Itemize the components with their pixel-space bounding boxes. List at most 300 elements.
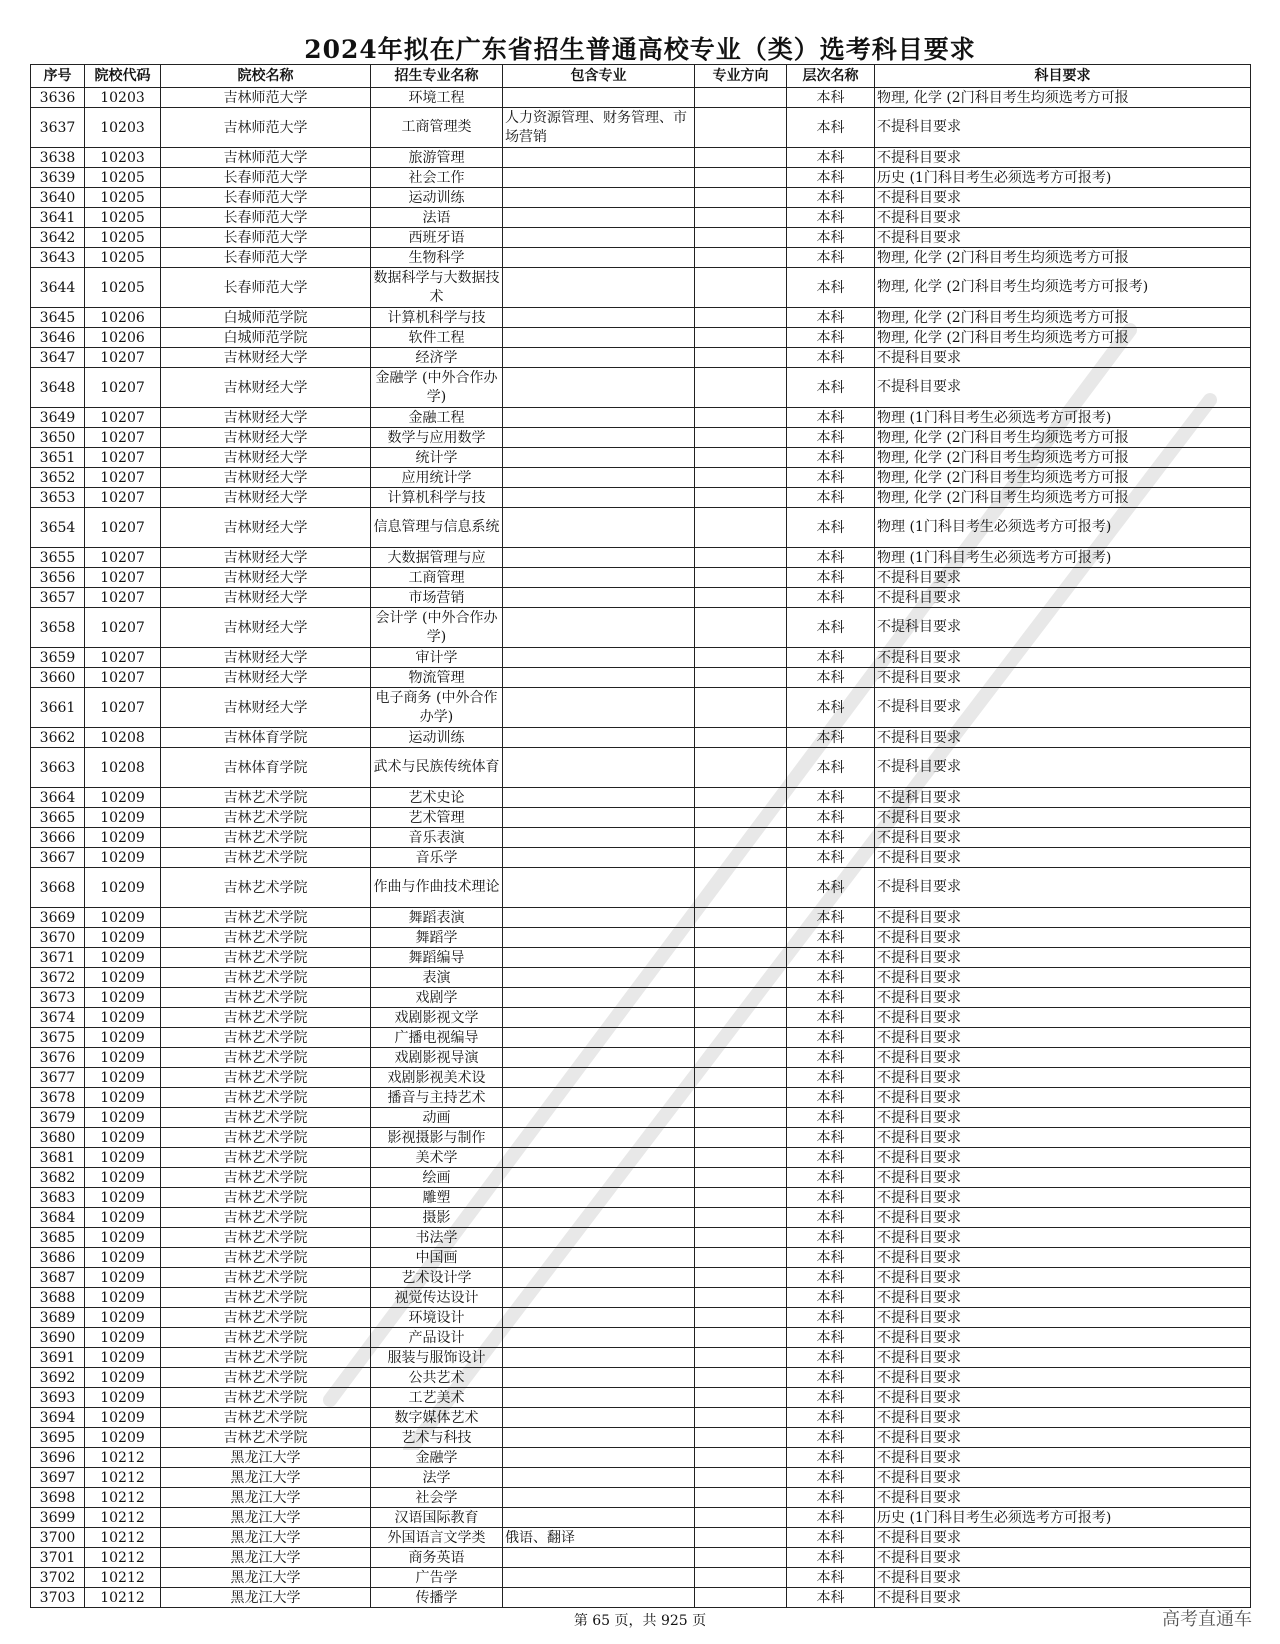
major-name-cell: 运动训练 — [371, 188, 503, 208]
school-name-cell: 长春师范大学 — [161, 168, 371, 188]
major-name-cell: 商务英语 — [371, 1548, 503, 1568]
major-direction-cell — [695, 848, 787, 868]
row-number-cell: 3656 — [31, 568, 85, 588]
included-majors-cell — [503, 148, 695, 168]
major-name-cell: 书法学 — [371, 1228, 503, 1248]
table-row — [31, 468, 1251, 488]
school-code-cell: 10209 — [85, 1268, 161, 1288]
subject-requirement-cell: 不提科目要求 — [875, 1568, 1251, 1588]
major-direction-cell — [695, 348, 787, 368]
school-code-cell: 10209 — [85, 1308, 161, 1328]
major-name-cell: 戏剧影视导演 — [371, 1048, 503, 1068]
included-majors-cell — [503, 728, 695, 748]
school-name-cell: 吉林艺术学院 — [161, 1308, 371, 1328]
table-row — [31, 1328, 1251, 1348]
major-direction-cell — [695, 908, 787, 928]
subject-requirement-cell: 物理, 化学 (2门科目考生均须选考方可报考) — [875, 268, 1251, 308]
subject-requirement-cell: 不提科目要求 — [875, 588, 1251, 608]
subject-requirement-cell: 不提科目要求 — [875, 1528, 1251, 1548]
table-row — [31, 248, 1251, 268]
level-name-cell: 本科 — [787, 948, 875, 968]
school-name-cell: 吉林艺术学院 — [161, 788, 371, 808]
major-direction-cell — [695, 148, 787, 168]
row-number-cell: 3649 — [31, 408, 85, 428]
page-footer: 第 65 页，共 925 页 — [573, 1613, 707, 1629]
major-name-cell: 市场营销 — [371, 588, 503, 608]
included-majors-cell — [503, 668, 695, 688]
school-name-cell: 吉林艺术学院 — [161, 1108, 371, 1128]
row-number-cell: 3643 — [31, 248, 85, 268]
major-direction-cell — [695, 1168, 787, 1188]
major-direction-cell — [695, 1588, 787, 1608]
subject-requirement-cell: 不提科目要求 — [875, 988, 1251, 1008]
major-name-cell: 金融学 — [371, 1448, 503, 1468]
major-name-cell: 信息管理与信息系统 — [371, 508, 503, 548]
school-code-cell: 10207 — [85, 608, 161, 648]
table-row — [31, 848, 1251, 868]
major-direction-cell — [695, 1308, 787, 1328]
major-name-cell: 物流管理 — [371, 668, 503, 688]
major-name-cell: 艺术管理 — [371, 808, 503, 828]
table-row — [31, 568, 1251, 588]
row-number-cell: 3644 — [31, 268, 85, 308]
included-majors-cell — [503, 468, 695, 488]
level-name-cell: 本科 — [787, 1308, 875, 1328]
included-majors-cell — [503, 188, 695, 208]
row-number-cell: 3653 — [31, 488, 85, 508]
level-name-cell: 本科 — [787, 748, 875, 788]
school-name-cell: 长春师范大学 — [161, 268, 371, 308]
subject-requirement-cell: 不提科目要求 — [875, 608, 1251, 648]
row-number-cell: 3700 — [31, 1528, 85, 1548]
school-code-cell: 10209 — [85, 908, 161, 928]
major-name-cell: 动画 — [371, 1108, 503, 1128]
school-code-cell: 10209 — [85, 948, 161, 968]
major-name-cell: 视觉传达设计 — [371, 1288, 503, 1308]
level-name-cell: 本科 — [787, 1328, 875, 1348]
subject-requirement-cell: 不提科目要求 — [875, 1088, 1251, 1108]
major-name-cell: 工艺美术 — [371, 1388, 503, 1408]
school-name-cell: 吉林艺术学院 — [161, 1248, 371, 1268]
school-code-cell: 10209 — [85, 1168, 161, 1188]
school-code-cell: 10209 — [85, 928, 161, 948]
level-name-cell: 本科 — [787, 848, 875, 868]
major-name-cell: 舞蹈表演 — [371, 908, 503, 928]
school-name-cell: 吉林艺术学院 — [161, 1208, 371, 1228]
table-row — [31, 828, 1251, 848]
included-majors-cell — [503, 248, 695, 268]
subject-requirement-cell: 不提科目要求 — [875, 1128, 1251, 1148]
major-direction-cell — [695, 208, 787, 228]
subject-requirement-cell: 不提科目要求 — [875, 1048, 1251, 1068]
row-number-cell: 3672 — [31, 968, 85, 988]
included-majors-cell — [503, 1548, 695, 1568]
row-number-cell: 3663 — [31, 748, 85, 788]
column-header: 层次名称 — [787, 65, 875, 88]
included-majors-cell — [503, 328, 695, 348]
table-row — [31, 908, 1251, 928]
row-number-cell: 3703 — [31, 1588, 85, 1608]
level-name-cell: 本科 — [787, 588, 875, 608]
row-number-cell: 3666 — [31, 828, 85, 848]
major-direction-cell — [695, 188, 787, 208]
row-number-cell: 3683 — [31, 1188, 85, 1208]
major-direction-cell — [695, 368, 787, 408]
major-name-cell: 金融工程 — [371, 408, 503, 428]
school-code-cell: 10205 — [85, 188, 161, 208]
row-number-cell: 3647 — [31, 348, 85, 368]
major-name-cell: 绘画 — [371, 1168, 503, 1188]
school-name-cell: 吉林艺术学院 — [161, 1288, 371, 1308]
table-row — [31, 1268, 1251, 1288]
level-name-cell: 本科 — [787, 1168, 875, 1188]
table-row — [31, 1308, 1251, 1328]
major-direction-cell — [695, 1048, 787, 1068]
subject-requirement-cell: 不提科目要求 — [875, 1068, 1251, 1088]
school-name-cell: 吉林财经大学 — [161, 568, 371, 588]
subject-requirement-cell: 不提科目要求 — [875, 1348, 1251, 1368]
major-direction-cell — [695, 428, 787, 448]
school-code-cell: 10209 — [85, 1368, 161, 1388]
subject-requirement-cell: 不提科目要求 — [875, 868, 1251, 908]
table-row — [31, 1408, 1251, 1428]
included-majors-cell — [503, 1088, 695, 1108]
school-code-cell: 10207 — [85, 368, 161, 408]
major-direction-cell — [695, 168, 787, 188]
included-majors-cell — [503, 1008, 695, 1028]
school-code-cell: 10212 — [85, 1448, 161, 1468]
major-name-cell: 运动训练 — [371, 728, 503, 748]
major-name-cell: 广告学 — [371, 1568, 503, 1588]
school-name-cell: 吉林艺术学院 — [161, 988, 371, 1008]
table-row — [31, 1548, 1251, 1568]
school-code-cell: 10209 — [85, 848, 161, 868]
major-name-cell: 法语 — [371, 208, 503, 228]
row-number-cell: 3651 — [31, 448, 85, 468]
table-row — [31, 1188, 1251, 1208]
school-name-cell: 白城师范学院 — [161, 328, 371, 348]
table-row — [31, 1348, 1251, 1368]
level-name-cell: 本科 — [787, 1388, 875, 1408]
row-number-cell: 3652 — [31, 468, 85, 488]
school-code-cell: 10209 — [85, 1008, 161, 1028]
table-row — [31, 1488, 1251, 1508]
included-majors-cell — [503, 648, 695, 668]
row-number-cell: 3697 — [31, 1468, 85, 1488]
subject-requirement-cell: 物理, 化学 (2门科目考生均须选考方可报 — [875, 328, 1251, 348]
school-code-cell: 10205 — [85, 268, 161, 308]
included-majors-cell — [503, 1188, 695, 1208]
subject-requirement-cell: 不提科目要求 — [875, 1328, 1251, 1348]
major-name-cell: 舞蹈学 — [371, 928, 503, 948]
major-direction-cell — [695, 608, 787, 648]
major-direction-cell — [695, 1088, 787, 1108]
major-direction-cell — [695, 1188, 787, 1208]
table-header-row — [31, 65, 1251, 88]
major-name-cell: 艺术设计学 — [371, 1268, 503, 1288]
table-row — [31, 788, 1251, 808]
school-code-cell: 10203 — [85, 148, 161, 168]
row-number-cell: 3676 — [31, 1048, 85, 1068]
row-number-cell: 3701 — [31, 1548, 85, 1568]
row-number-cell: 3660 — [31, 668, 85, 688]
table-row — [31, 1048, 1251, 1068]
row-number-cell: 3673 — [31, 988, 85, 1008]
level-name-cell: 本科 — [787, 1588, 875, 1608]
subject-requirement-cell: 不提科目要求 — [875, 1228, 1251, 1248]
school-code-cell: 10209 — [85, 1028, 161, 1048]
major-name-cell: 戏剧影视文学 — [371, 1008, 503, 1028]
subject-requirement-cell: 物理, 化学 (2门科目考生均须选考方可报 — [875, 308, 1251, 328]
included-majors-cell — [503, 1068, 695, 1088]
major-name-cell: 工商管理 — [371, 568, 503, 588]
major-direction-cell — [695, 408, 787, 428]
major-name-cell: 公共艺术 — [371, 1368, 503, 1388]
school-code-cell: 10209 — [85, 1248, 161, 1268]
level-name-cell: 本科 — [787, 1068, 875, 1088]
school-name-cell: 吉林财经大学 — [161, 668, 371, 688]
school-code-cell: 10205 — [85, 228, 161, 248]
table-row — [31, 728, 1251, 748]
row-number-cell: 3678 — [31, 1088, 85, 1108]
table-row — [31, 208, 1251, 228]
row-number-cell: 3670 — [31, 928, 85, 948]
row-number-cell: 3687 — [31, 1268, 85, 1288]
major-name-cell: 数据科学与大数据技术 — [371, 268, 503, 308]
school-name-cell: 吉林财经大学 — [161, 608, 371, 648]
subject-requirement-cell: 不提科目要求 — [875, 788, 1251, 808]
school-code-cell: 10207 — [85, 568, 161, 588]
table-row — [31, 1248, 1251, 1268]
major-name-cell: 服装与服饰设计 — [371, 1348, 503, 1368]
subject-requirement-cell: 不提科目要求 — [875, 1028, 1251, 1048]
level-name-cell: 本科 — [787, 868, 875, 908]
table-row — [31, 1208, 1251, 1228]
level-name-cell: 本科 — [787, 508, 875, 548]
included-majors-cell — [503, 1048, 695, 1068]
school-code-cell: 10209 — [85, 1208, 161, 1228]
major-direction-cell — [695, 1368, 787, 1388]
major-direction-cell — [695, 1268, 787, 1288]
included-majors-cell — [503, 508, 695, 548]
major-direction-cell — [695, 328, 787, 348]
level-name-cell: 本科 — [787, 1128, 875, 1148]
included-majors-cell — [503, 168, 695, 188]
major-name-cell: 经济学 — [371, 348, 503, 368]
school-code-cell: 10209 — [85, 1128, 161, 1148]
school-code-cell: 10205 — [85, 168, 161, 188]
subject-requirement-cell: 不提科目要求 — [875, 1548, 1251, 1568]
subject-requirement-cell: 不提科目要求 — [875, 1248, 1251, 1268]
column-header: 招生专业名称 — [371, 65, 503, 88]
major-direction-cell — [695, 1068, 787, 1088]
row-number-cell: 3640 — [31, 188, 85, 208]
included-majors-cell: 人力资源管理、财务管理、市场营销 — [503, 108, 695, 148]
major-direction-cell — [695, 868, 787, 908]
major-direction-cell — [695, 268, 787, 308]
included-majors-cell — [503, 308, 695, 328]
table-row — [31, 408, 1251, 428]
major-name-cell: 计算机科学与技 — [371, 488, 503, 508]
major-name-cell: 社会学 — [371, 1488, 503, 1508]
table-row — [31, 1468, 1251, 1488]
level-name-cell: 本科 — [787, 1228, 875, 1248]
subject-requirement-cell: 不提科目要求 — [875, 108, 1251, 148]
row-number-cell: 3650 — [31, 428, 85, 448]
row-number-cell: 3695 — [31, 1428, 85, 1448]
major-direction-cell — [695, 1568, 787, 1588]
school-name-cell: 黑龙江大学 — [161, 1488, 371, 1508]
school-name-cell: 长春师范大学 — [161, 228, 371, 248]
table-row — [31, 188, 1251, 208]
major-direction-cell — [695, 688, 787, 728]
table-row — [31, 1088, 1251, 1108]
major-name-cell: 环境设计 — [371, 1308, 503, 1328]
subject-requirement-cell: 不提科目要求 — [875, 908, 1251, 928]
included-majors-cell — [503, 208, 695, 228]
school-code-cell: 10209 — [85, 868, 161, 908]
table-row — [31, 1368, 1251, 1388]
major-direction-cell — [695, 988, 787, 1008]
level-name-cell: 本科 — [787, 408, 875, 428]
brand-logo-text: 高考直通车 — [1162, 1609, 1252, 1630]
major-name-cell: 传播学 — [371, 1588, 503, 1608]
school-name-cell: 吉林财经大学 — [161, 368, 371, 408]
level-name-cell: 本科 — [787, 168, 875, 188]
school-code-cell: 10207 — [85, 448, 161, 468]
major-direction-cell — [695, 1128, 787, 1148]
school-name-cell: 吉林艺术学院 — [161, 1188, 371, 1208]
included-majors-cell — [503, 1428, 695, 1448]
major-name-cell: 播音与主持艺术 — [371, 1088, 503, 1108]
row-number-cell: 3692 — [31, 1368, 85, 1388]
row-number-cell: 3686 — [31, 1248, 85, 1268]
school-name-cell: 长春师范大学 — [161, 188, 371, 208]
major-name-cell: 影视摄影与制作 — [371, 1128, 503, 1148]
school-name-cell: 吉林艺术学院 — [161, 1168, 371, 1188]
level-name-cell: 本科 — [787, 188, 875, 208]
school-name-cell: 黑龙江大学 — [161, 1588, 371, 1608]
level-name-cell: 本科 — [787, 1568, 875, 1588]
major-direction-cell — [695, 1328, 787, 1348]
school-name-cell: 吉林财经大学 — [161, 428, 371, 448]
school-code-cell: 10209 — [85, 1048, 161, 1068]
row-number-cell: 3688 — [31, 1288, 85, 1308]
row-number-cell: 3636 — [31, 88, 85, 108]
subject-requirement-cell: 不提科目要求 — [875, 1008, 1251, 1028]
subject-requirement-cell: 不提科目要求 — [875, 1408, 1251, 1428]
school-name-cell: 吉林师范大学 — [161, 88, 371, 108]
included-majors-cell — [503, 808, 695, 828]
school-code-cell: 10209 — [85, 788, 161, 808]
major-direction-cell — [695, 568, 787, 588]
table-row — [31, 1128, 1251, 1148]
included-majors-cell — [503, 1568, 695, 1588]
school-name-cell: 吉林艺术学院 — [161, 1268, 371, 1288]
table-row — [31, 88, 1251, 108]
level-name-cell: 本科 — [787, 908, 875, 928]
included-majors-cell — [503, 1248, 695, 1268]
school-code-cell: 10209 — [85, 1408, 161, 1428]
included-majors-cell — [503, 1028, 695, 1048]
school-code-cell: 10212 — [85, 1588, 161, 1608]
school-name-cell: 吉林财经大学 — [161, 688, 371, 728]
major-name-cell: 艺术史论 — [371, 788, 503, 808]
school-code-cell: 10207 — [85, 408, 161, 428]
table-row — [31, 1428, 1251, 1448]
major-name-cell: 法学 — [371, 1468, 503, 1488]
school-name-cell: 吉林艺术学院 — [161, 1348, 371, 1368]
school-name-cell: 吉林艺术学院 — [161, 908, 371, 928]
level-name-cell: 本科 — [787, 668, 875, 688]
school-code-cell: 10212 — [85, 1528, 161, 1548]
subject-requirement-cell: 历史 (1门科目考生必须选考方可报考) — [875, 1508, 1251, 1528]
major-name-cell: 数字媒体艺术 — [371, 1408, 503, 1428]
row-number-cell: 3659 — [31, 648, 85, 668]
school-code-cell: 10207 — [85, 488, 161, 508]
major-name-cell: 摄影 — [371, 1208, 503, 1228]
school-name-cell: 吉林艺术学院 — [161, 1008, 371, 1028]
table-row — [31, 1388, 1251, 1408]
school-name-cell: 吉林艺术学院 — [161, 1048, 371, 1068]
school-name-cell: 吉林体育学院 — [161, 728, 371, 748]
school-code-cell: 10206 — [85, 308, 161, 328]
school-code-cell: 10205 — [85, 248, 161, 268]
school-name-cell: 黑龙江大学 — [161, 1528, 371, 1548]
subject-requirement-cell: 不提科目要求 — [875, 1148, 1251, 1168]
school-name-cell: 吉林财经大学 — [161, 408, 371, 428]
subject-requirement-cell: 不提科目要求 — [875, 568, 1251, 588]
included-majors-cell — [503, 448, 695, 468]
school-name-cell: 黑龙江大学 — [161, 1468, 371, 1488]
level-name-cell: 本科 — [787, 788, 875, 808]
included-majors-cell — [503, 568, 695, 588]
major-name-cell: 环境工程 — [371, 88, 503, 108]
level-name-cell: 本科 — [787, 1528, 875, 1548]
school-code-cell: 10209 — [85, 1388, 161, 1408]
page-title: 2024年拟在广东省招生普通高校专业（类）选考科目要求 — [304, 35, 976, 64]
major-name-cell: 产品设计 — [371, 1328, 503, 1348]
subject-requirement-cell: 不提科目要求 — [875, 1208, 1251, 1228]
major-name-cell: 表演 — [371, 968, 503, 988]
school-code-cell: 10208 — [85, 728, 161, 748]
included-majors-cell — [503, 368, 695, 408]
level-name-cell: 本科 — [787, 548, 875, 568]
included-majors-cell — [503, 848, 695, 868]
row-number-cell: 3702 — [31, 1568, 85, 1588]
major-direction-cell — [695, 228, 787, 248]
included-majors-cell — [503, 1368, 695, 1388]
school-code-cell: 10209 — [85, 1288, 161, 1308]
level-name-cell: 本科 — [787, 108, 875, 148]
school-name-cell: 黑龙江大学 — [161, 1448, 371, 1468]
major-name-cell: 音乐表演 — [371, 828, 503, 848]
major-direction-cell — [695, 1008, 787, 1028]
included-majors-cell — [503, 1128, 695, 1148]
table-row — [31, 868, 1251, 908]
row-number-cell: 3696 — [31, 1448, 85, 1468]
level-name-cell: 本科 — [787, 568, 875, 588]
major-direction-cell — [695, 1108, 787, 1128]
major-name-cell: 大数据管理与应 — [371, 548, 503, 568]
level-name-cell: 本科 — [787, 488, 875, 508]
major-name-cell: 计算机科学与技 — [371, 308, 503, 328]
table-row — [31, 1028, 1251, 1048]
table-row — [31, 348, 1251, 368]
major-direction-cell — [695, 1468, 787, 1488]
included-majors-cell — [503, 928, 695, 948]
school-code-cell: 10212 — [85, 1568, 161, 1588]
